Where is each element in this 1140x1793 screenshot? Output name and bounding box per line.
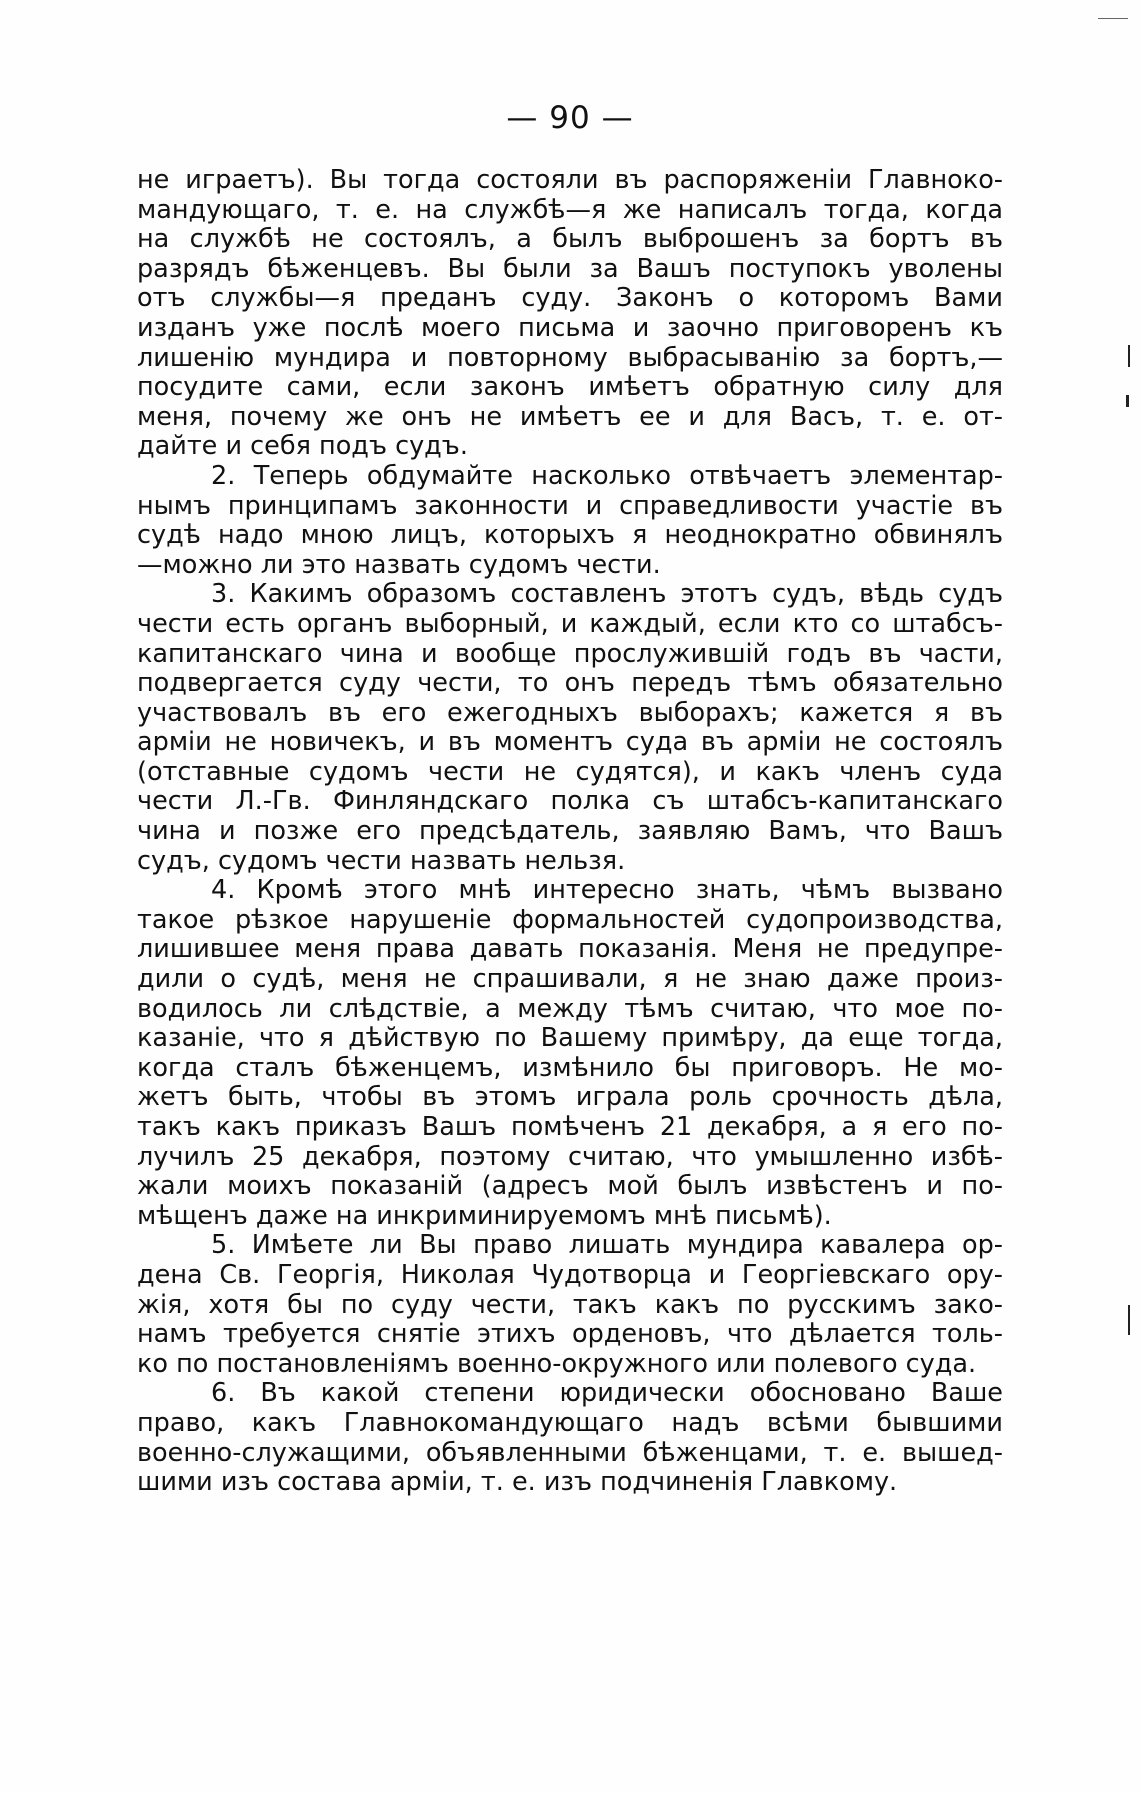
text-line: лишенію мундира и повторному выбрасыванію за бортъ,—: [137, 342, 1003, 373]
text-line: не играетъ). Вы тогда состояли въ распоряженіи Главноко-: [137, 165, 1003, 195]
text-line: мѣщенъ даже на инкриминируемомъ мнѣ письмѣ).: [137, 1200, 832, 1231]
text-line: на службѣ не состоялъ, а былъ выброшенъ за бортъ въ: [137, 224, 1003, 255]
text-line: водилось ли слѣдствіе, а между тѣмъ считаю, что мое по-: [137, 993, 1003, 1024]
text-line: дайте и себя подъ судъ.: [137, 431, 468, 462]
text-line: намъ требуется снятіе этихъ орденовъ, что дѣлается толь-: [137, 1319, 1003, 1350]
text-line: подвергается суду чести, то онъ передъ тѣмъ обязательно: [137, 668, 1003, 699]
text-line: (отставные судомъ чести не судятся), и какъ членъ суда: [137, 756, 1003, 787]
text-line: отъ службы—я преданъ суду. Законъ о которомъ Вами: [137, 283, 1003, 314]
text-line: посудите сами, если законъ имѣетъ обратную силу для: [137, 372, 1003, 403]
text-line: меня, почему же онъ не имѣетъ ее и для Васъ, т. е. от-: [137, 401, 1003, 432]
text-line: судъ, судомъ чести назвать нельзя.: [137, 845, 626, 876]
body-text: [137, 166, 1003, 1498]
text-line: 5. Имѣете ли Вы право лишать мундира кавалера ор-: [211, 1230, 1003, 1261]
text-line: военно-служащими, объявленными бѣженцами, т. е. вышед-: [137, 1437, 1003, 1468]
text-line: шими изъ состава арміи, т. е. изъ подчиненія Главкому.: [137, 1467, 898, 1498]
text-line: 6. Въ какой степени юридически обосновано Ваше: [211, 1378, 1003, 1409]
text-line: мандующаго, т. е. на службѣ—я же написалъ тогда, когда: [137, 194, 1003, 225]
text-line: казаніе, что я дѣйствую по Вашему примѣру, да еще тогда,: [137, 1023, 1003, 1054]
text-line: дили о судѣ, меня не спрашивали, я не знаю даже произ-: [137, 964, 1003, 995]
text-line: изданъ уже послѣ моего письма и заочно приговоренъ къ: [137, 312, 1003, 343]
text-line: 2. Теперь обдумайте насколько отвѣчаетъ элементар-: [211, 460, 1003, 491]
text-line: когда сталъ бѣженцемъ, измѣнило бы приговоръ. Не мо-: [137, 1052, 1003, 1083]
scan-mark: [1128, 1305, 1130, 1335]
text-line: дена Св. Георгія, Николая Чудотворца и Георгіевскаго ору-: [137, 1259, 1003, 1290]
text-line: чина и позже его предсѣдатель, заявляю Вамъ, что Вашъ: [137, 816, 1003, 847]
text-line: нымъ принципамъ законности и справедливости участіе въ: [137, 490, 1003, 521]
text-line: такъ какъ приказъ Вашъ помѣченъ 21 декабря, а я его по-: [137, 1112, 1003, 1142]
text-line: чести Л.-Гв. Финляндскаго полка съ штабсъ-капитанскаго: [137, 786, 1003, 817]
text-line: разрядъ бѣженцевъ. Вы были за Вашъ поступокъ уволены: [137, 253, 1003, 284]
text-line: лучилъ 25 декабря, поэтому считаю, что умышленно избѣ-: [137, 1141, 1003, 1172]
text-line: участвовалъ въ его ежегодныхъ выборахъ; кажется я въ: [137, 697, 1003, 728]
text-line: капитанскаго чина и вообще прослужившій годъ въ части,: [137, 638, 1003, 669]
text-line: арміи не новичекъ, и въ моментъ суда въ арміи не состоялъ: [137, 727, 1003, 758]
text-line: 3. Какимъ образомъ составленъ этотъ судъ, вѣдь судъ: [211, 579, 1003, 610]
text-line: —можно ли это назвать судомъ чести.: [137, 549, 661, 580]
text-line: лишившее меня права давать показанія. Меня не предупре-: [137, 934, 1003, 965]
text-line: жали моихъ показаній (адресъ мой былъ извѣстенъ и по-: [137, 1171, 1003, 1202]
text-line: судѣ надо мною лицъ, которыхъ я неоднократно обвинялъ: [137, 520, 1003, 551]
text-line: ко по постановленіямъ военно-окружного или полевого суда.: [137, 1348, 977, 1379]
text-line: жетъ быть, чтобы въ этомъ играла роль срочность дѣла,: [137, 1082, 1003, 1113]
scan-mark: [1128, 345, 1130, 367]
text-line: 4. Кромѣ этого мнѣ интересно знать, чѣмъ вызвано: [211, 875, 1003, 906]
scan-mark: [1098, 18, 1128, 19]
text-line: жія, хотя бы по суду чести, такъ какъ по русскимъ зако-: [137, 1289, 1003, 1320]
text-line: такое рѣзкое нарушеніе формальностей судопроизводства,: [137, 904, 1003, 935]
page-number: — 90 —: [506, 100, 634, 136]
text-line: чести есть органъ выборный, и каждый, если кто со штабсъ-: [137, 608, 1003, 639]
scan-mark: [1126, 395, 1129, 407]
text-line: право, какъ Главнокомандующаго надъ всѣми бывшими: [137, 1407, 1003, 1438]
